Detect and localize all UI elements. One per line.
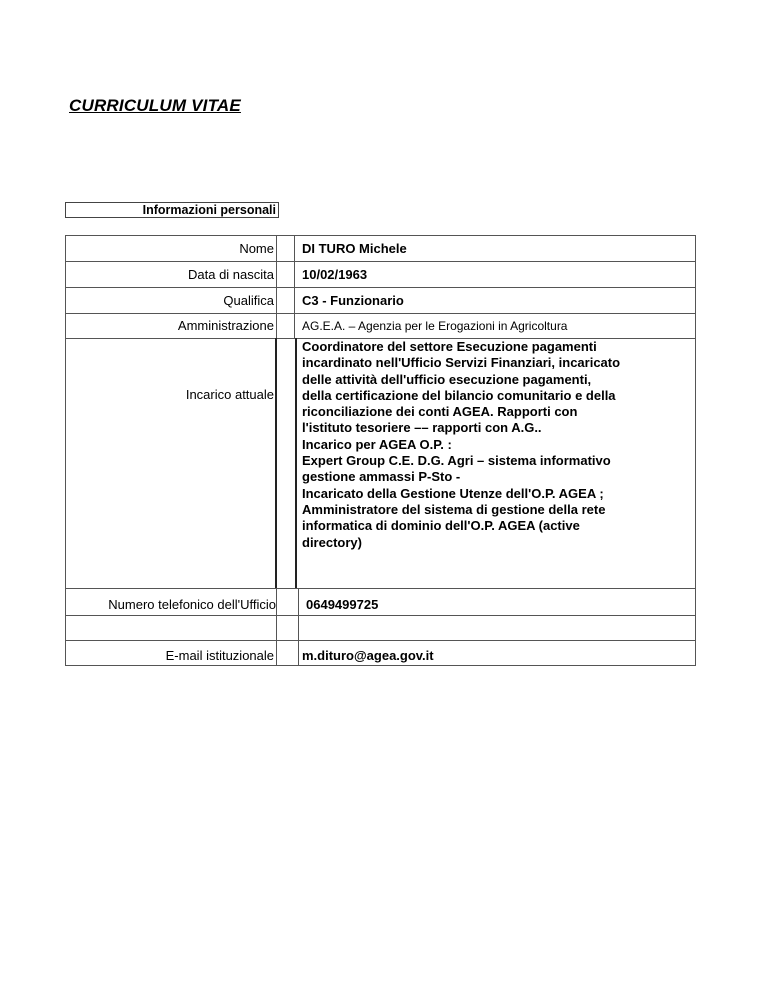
row-divider: [65, 287, 696, 288]
label-nome: Nome: [239, 241, 274, 256]
label-qualifica: Qualifica: [223, 293, 274, 308]
value-incarico-attuale: Coordinatore del settore Esecuzione pagamenti incardinato nell'Ufficio Servizi Finanziari, incaricato delle attività dell'ufficio esecuzione pagamenti, della certificazione del bilancio comunitario e della riconciliazione dei conti AGEA. Rapporti con l'istituto tesoriere –– rapporti con A.G.. Incarico per AGEA O.P. : Expert Group C.E. D.G. Agri – sistema informativo gestione ammassi P-Sto - Incaricato della Gestione Utenze dell'O.P. AGEA ; Amministratore del sistema di gestione della rete informatica di dominio dell'O.P. AGEA (active directory): [302, 339, 621, 550]
row-divider: [65, 640, 696, 641]
column-divider: [276, 235, 277, 338]
value-nome: DI TURO Michele: [302, 241, 407, 256]
section-heading-informazioni-personali: Informazioni personali: [65, 202, 279, 218]
row-divider: [65, 313, 696, 314]
column-divider: [294, 235, 295, 338]
label-amministrazione: Amministrazione: [177, 318, 274, 333]
row-divider: [65, 665, 696, 666]
value-telefono: 0649499725: [306, 597, 379, 612]
column-divider: [298, 588, 299, 665]
row-divider: [65, 261, 696, 262]
column-divider: [295, 338, 297, 588]
row-divider: [65, 615, 696, 616]
row-divider: [65, 588, 696, 589]
document-title: CURRICULUM VITAE: [69, 96, 241, 115]
label-incarico-attuale: Incarico attuale: [185, 387, 274, 402]
label-numero-telefonico: Numero telefonico dell'Ufficio: [108, 597, 276, 612]
row-divider: [65, 235, 696, 236]
value-qualifica: C3 - Funzionario: [302, 293, 404, 308]
personal-info-table: [65, 235, 696, 665]
value-amministrazione: AG.E.A. – Agenzia per le Erogazioni in Agricoltura: [302, 319, 568, 333]
column-divider: [65, 235, 66, 665]
label-data-nascita: Data di nascita: [188, 267, 274, 282]
label-email: E-mail istituzionale: [165, 648, 274, 663]
column-divider: [276, 588, 277, 665]
value-email: m.dituro@agea.gov.it: [302, 648, 434, 663]
column-divider: [695, 235, 696, 665]
value-data-nascita: 10/02/1963: [302, 267, 368, 282]
column-divider: [275, 338, 277, 588]
